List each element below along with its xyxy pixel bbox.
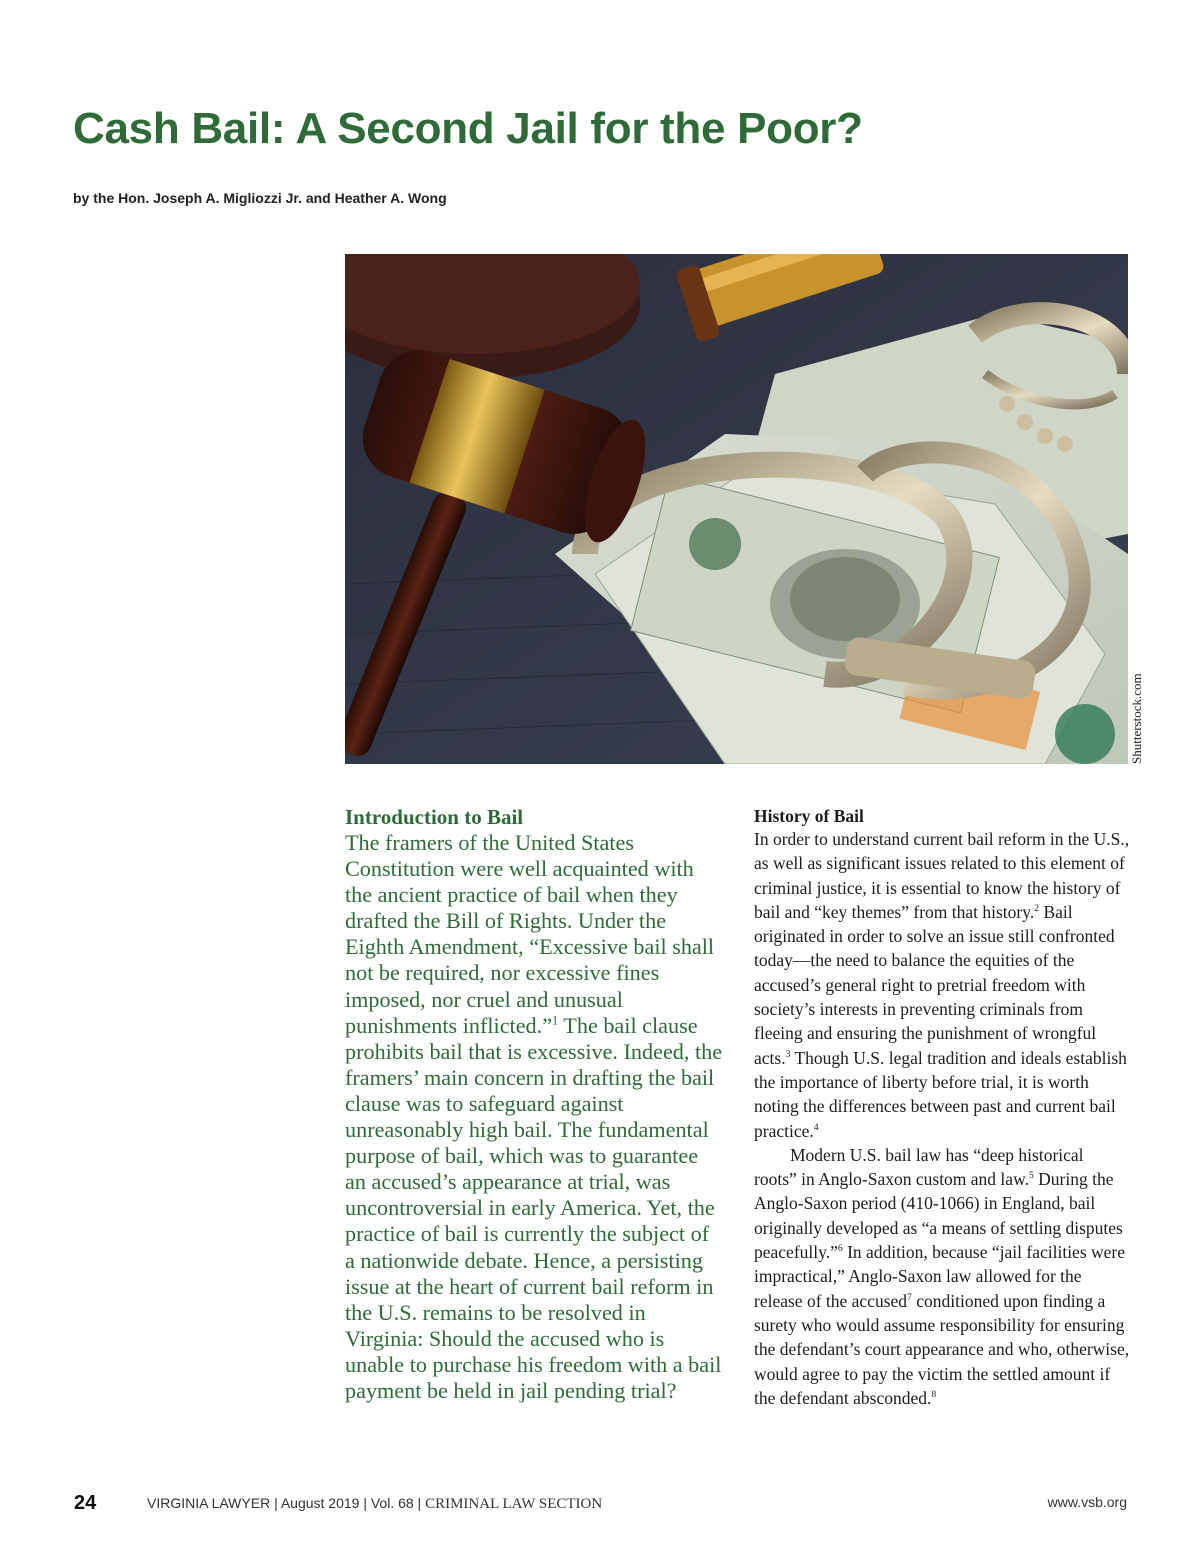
history-column	[754, 805, 1130, 1410]
intro-text: The bail clause prohibits bail that is excessive. Indeed, the framers’ main concern in drafting the bail clause was to safeguard against unreasonably high bail. The fundamental purpose of bail, which was to guarantee an accused’s appearance at trial, was uncontroversial in early America. Yet, the practice of bail is currently the subject of a nationwide debate. Hence, a persisting issue at the heart of current bail reform in the U.S. remains to be resolved in Virginia: Should the accused who is unable to purchase his freedom with a bail payment be held in jail pending trial?	[345, 1012, 723, 1403]
footnote-ref: 6	[837, 1243, 843, 1255]
byline: by the Hon. Joseph A. Migliozzi Jr. and Heather A. Wong	[73, 190, 447, 206]
history-text: In order to understand current bail reform in the U.S., as well as significant issues related to this element of criminal justice, it is essential to know the history of bail and “key themes” from that history.	[754, 829, 1130, 922]
page-number: 24	[74, 1492, 97, 1514]
article-title: Cash Bail: A Second Jail for the Poor?	[73, 104, 863, 153]
history-text: Modern U.S. bail law has “deep historical roots” in Anglo-Saxon custom and law.	[754, 1144, 1084, 1190]
footer-publication	[147, 1495, 602, 1513]
history-text: Though U.S. legal tradition and ideals establish the importance of liberty before trial, it is worth noting the differences between past and current bail practice.	[754, 1047, 1127, 1141]
history-paragraph	[754, 1143, 1130, 1410]
footnote-ref: 7	[907, 1291, 912, 1303]
intro-column	[345, 805, 723, 1404]
footnote-ref: 8	[931, 1389, 937, 1400]
section-name: CRIMINAL LAW SECTION	[425, 1496, 603, 1512]
history-heading: History of Bail	[754, 806, 864, 826]
history-text: conditioned upon finding a surety who would assume responsibility for ensuring the defendant’s court appearance and who, otherwise, would agree to pay the victim the settled amount if the defendant absconded.	[754, 1290, 1130, 1408]
photo-credit: Shutterstock.com	[1129, 673, 1144, 764]
footnote-ref: 4	[813, 1121, 819, 1133]
history-text: In addition, because “jail facilities were impractical,” Anglo-Saxon law allowed for the release of the accused	[754, 1242, 1126, 1311]
website-link[interactable]: www.vsb.org	[1047, 1494, 1127, 1510]
intro-paragraph	[345, 830, 723, 1404]
footnote-ref: 1	[552, 1013, 559, 1028]
history-text: During the Anglo-Saxon period (410-1066) in England, bail originally developed as “a means of settling disputes peacefully.”	[754, 1169, 1123, 1263]
publication-info: VIRGINIA LAWYER | August 2019 | Vol. 68 |	[147, 1495, 426, 1511]
intro-text: The framers of the United States Constitution were well acquainted with the ancient practice of bail when they drafted the Bill of Rights. Under the Eighth Amendment, “Excessive bail shall not be required, nor excessive fines imposed, nor cruel and unusual punishments inflicted.”	[345, 830, 715, 1038]
footnote-ref: 3	[785, 1048, 791, 1060]
footnote-ref: 2	[1034, 903, 1040, 915]
intro-heading: Introduction to Bail	[345, 805, 524, 829]
feature-photo	[345, 254, 1128, 764]
footnote-ref: 5	[1028, 1170, 1034, 1182]
history-text: Bail originated in order to solve an issue still confronted today—the need to balance the equities of the accused’s general right to pretrial freedom with society’s interests in preventing criminals from fleeing and ensuring the punishment of wrongful acts.	[754, 901, 1115, 1068]
history-paragraph	[754, 827, 1130, 1143]
